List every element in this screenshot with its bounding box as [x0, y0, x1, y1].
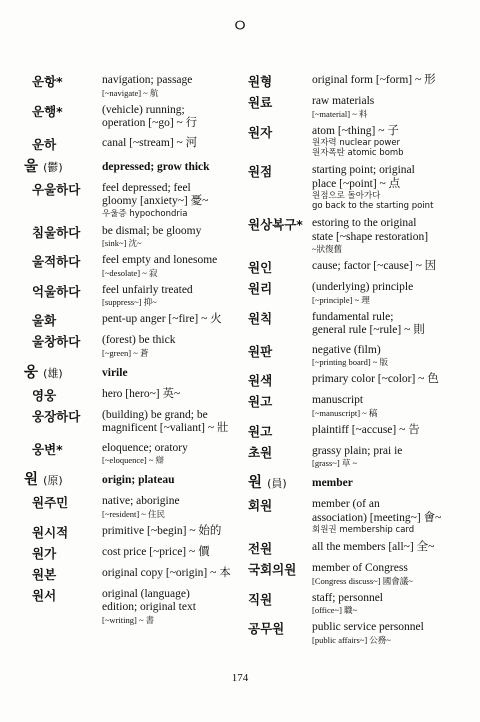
- definition: [102, 313, 234, 327]
- example-line: go back to the starting point: [312, 201, 434, 211]
- definition-line: native; aborigine: [102, 495, 180, 507]
- definition-line: eloquence; oratory: [102, 441, 188, 454]
- definition: [102, 225, 234, 249]
- example-line: 원자폭탄 atomic bomb: [312, 148, 404, 158]
- headword-text: 원형: [248, 74, 273, 89]
- definition-line: [sink~] 沈~: [102, 238, 142, 248]
- definition: [102, 442, 234, 466]
- headword-text: 전원: [248, 541, 273, 556]
- example-line: 원점으로 돌아가다: [312, 191, 381, 201]
- dictionary-entry: [248, 541, 460, 556]
- headword-text: 원: [24, 472, 39, 488]
- definition-line: [public affairs~] 公務~: [312, 634, 391, 645]
- headword: [248, 217, 312, 232]
- definition: [312, 260, 460, 274]
- definition-line: grassy plain; prai ie: [312, 444, 403, 457]
- definition-line: feel unfairly treated: [102, 283, 193, 296]
- root-entry: [24, 160, 234, 175]
- dictionary-entry: [24, 588, 234, 625]
- root-entry: [248, 476, 460, 491]
- definition-line: negative (film): [312, 343, 381, 356]
- dictionary-entry: [248, 498, 460, 535]
- definition-line: raw materials: [312, 95, 375, 107]
- headword: [248, 445, 312, 460]
- definition: [312, 311, 460, 338]
- headword-text: 회원: [248, 498, 273, 513]
- definition: [312, 445, 460, 469]
- definition: [102, 334, 234, 358]
- dictionary-entry: [24, 74, 234, 98]
- definition-line: [~eloquence] ~ 辯: [102, 455, 165, 465]
- definition-line: starting point; original: [312, 164, 415, 176]
- definition-line: operation [~go] ~ 行: [102, 117, 198, 129]
- dictionary-entry: [24, 254, 234, 278]
- definition: [312, 344, 460, 368]
- definition-line: be dismal; be gloomy: [102, 224, 202, 237]
- dictionary-entry: [248, 621, 460, 645]
- headword-text: 우울하다: [32, 181, 81, 197]
- definition: [312, 541, 460, 555]
- definition-line: feel depressed; feel: [102, 181, 191, 194]
- definition-line: original form [~form] ~ 形: [312, 74, 436, 86]
- definition-line: navigation; passage: [102, 74, 193, 86]
- headword: [248, 125, 312, 140]
- headword: [24, 313, 102, 328]
- definition-line: [~printing board] ~ 版: [312, 357, 389, 367]
- headword-text: 영웅: [32, 387, 57, 403]
- headword: [24, 104, 102, 119]
- headword-text: 원본: [32, 566, 57, 582]
- definition: [102, 366, 128, 381]
- definition: [102, 567, 234, 581]
- definition-line: magnificent [~valiant] ~ 壯: [102, 422, 229, 434]
- headword-text: 직원: [248, 591, 273, 607]
- left-column: [24, 74, 234, 631]
- definition-line: origin; plateau: [102, 474, 175, 486]
- definition: [102, 160, 210, 175]
- definition-line: canal [~stream] ~ 河: [102, 136, 198, 149]
- headword: [248, 260, 312, 275]
- definition: [312, 424, 460, 438]
- headword: [24, 74, 102, 89]
- dictionary-entry: [248, 74, 460, 89]
- headword-text: 원고: [248, 423, 273, 439]
- headword-text: 운항*: [32, 74, 63, 89]
- definition-line: general rule [~rule] ~ 則: [312, 324, 425, 336]
- headword: [24, 567, 102, 582]
- headword: [248, 344, 312, 359]
- headword-text: 원색: [248, 373, 273, 388]
- headword: [248, 541, 312, 556]
- definition-line: manuscript: [312, 394, 364, 406]
- definition: [312, 394, 460, 418]
- headword-text: 원인: [248, 260, 273, 275]
- definition: [102, 104, 234, 131]
- dictionary-entry: [248, 373, 460, 388]
- dictionary-entry: [248, 260, 460, 275]
- definition: [102, 546, 234, 560]
- headword: [24, 225, 102, 240]
- definition: [312, 281, 460, 305]
- definition: [312, 125, 460, 159]
- definition-line: edition; original text: [102, 601, 196, 613]
- page-number: 174: [231, 672, 249, 684]
- definition: [102, 182, 234, 219]
- headword-text: 원서: [32, 587, 57, 603]
- definition-line: state [~shape restoration]: [312, 230, 429, 243]
- headword: [248, 498, 312, 513]
- definition-line: feel empty and lonesome: [102, 254, 218, 266]
- headword-text: 원자: [248, 124, 273, 140]
- definition-line: [~principle] ~ 理: [312, 294, 370, 305]
- headword: [24, 366, 102, 381]
- definition: [102, 473, 175, 488]
- definition: [312, 164, 460, 211]
- headword-text: 웅: [24, 364, 39, 381]
- definition-line: atom [~thing] ~ 子: [312, 124, 399, 137]
- headword: [248, 373, 312, 388]
- dictionary-entry: [24, 388, 234, 403]
- headword: [24, 442, 102, 457]
- definition: [312, 74, 460, 88]
- definition: [102, 137, 234, 151]
- headword-text: 원가: [32, 545, 57, 561]
- headword-text: 웅장하다: [32, 408, 81, 424]
- definition: [312, 476, 353, 491]
- right-column: [248, 74, 460, 651]
- definition: [102, 588, 234, 625]
- dictionary-entry: [24, 567, 234, 582]
- headword: [24, 473, 102, 488]
- definition-line: fundamental rule;: [312, 310, 394, 323]
- headword: [248, 424, 312, 439]
- headword: [24, 137, 102, 152]
- headword-text: 원시적: [32, 524, 69, 540]
- headword-text: 울화: [32, 313, 57, 328]
- headword-text: 국회의원: [248, 562, 297, 577]
- dictionary-entry: [248, 125, 460, 159]
- definition-line: [grass~] 草 ~: [312, 458, 358, 468]
- headword-text: 원고: [248, 394, 273, 409]
- dictionary-entry: [248, 424, 460, 439]
- headword: [248, 281, 312, 296]
- headword: [24, 588, 102, 603]
- dictionary-entry: [24, 495, 234, 519]
- dictionary-entry: [248, 281, 460, 305]
- definition-line: gloomy [anxiety~] 憂~: [102, 195, 209, 207]
- dictionary-entry: [24, 225, 234, 249]
- definition: [102, 495, 234, 519]
- dictionary-entry: [248, 95, 460, 119]
- definition: [102, 74, 234, 98]
- definition: [102, 525, 234, 539]
- definition-line: cost price [~price] ~ 價: [102, 545, 210, 558]
- dictionary-entry: [24, 442, 234, 466]
- hanja-root: (員): [267, 477, 287, 490]
- headword: [24, 254, 102, 269]
- definition-line: association) [meeting~] 會~: [312, 511, 442, 524]
- headword-text: 울적하다: [32, 254, 81, 269]
- definition: [312, 592, 460, 616]
- headword: [248, 74, 312, 89]
- headword: [24, 495, 102, 510]
- headword-text: 운하: [32, 136, 57, 152]
- definition-line: [~resident] ~ 住民: [102, 508, 166, 519]
- definition-line: (building) be grand; be: [102, 408, 208, 421]
- dictionary-entry: [24, 104, 234, 131]
- hanja-root: (雄): [43, 366, 63, 380]
- headword-text: 원판: [248, 343, 273, 359]
- dictionary-entry: [24, 284, 234, 308]
- definition-line: original copy [~origin] ~ 本: [102, 566, 231, 579]
- dictionary-entry: [248, 394, 460, 418]
- definition: [102, 254, 234, 278]
- headword: [248, 592, 312, 607]
- definition-line: [~writing] ~ 書: [102, 614, 155, 625]
- headword-text: 원상복구*: [248, 217, 303, 232]
- headword-text: 침울하다: [32, 224, 81, 240]
- dictionary-entry: [248, 164, 460, 211]
- headword-text: 원료: [248, 95, 273, 110]
- definition-line: cause; factor [~cause] ~ 因: [312, 260, 437, 272]
- definition-line: original (language): [102, 587, 190, 600]
- definition: [312, 95, 460, 119]
- dictionary-entry: [248, 344, 460, 368]
- headword-text: 운행*: [32, 103, 63, 119]
- definition: [312, 498, 460, 535]
- definition-line: [Congress discuss~] 國會議~: [312, 575, 413, 586]
- definition-line: [~navigate] ~ 航: [102, 87, 159, 98]
- definition-line: [~material] ~ 料: [312, 108, 368, 119]
- definition-line: virile: [102, 366, 128, 379]
- dictionary-entry: [248, 311, 460, 338]
- headword-text: 웅변*: [32, 441, 63, 457]
- hanja-root: (鬱): [43, 160, 63, 174]
- headword: [24, 334, 102, 349]
- definition: [312, 621, 460, 645]
- definition-line: primary color [~color] ~ 色: [312, 373, 439, 385]
- headword: [24, 409, 102, 424]
- definition-line: public service personnel: [312, 621, 424, 633]
- definition-line: (forest) be thick: [102, 334, 176, 346]
- page-section-letter: ㅇ: [231, 16, 249, 37]
- dictionary-entry: [24, 334, 234, 358]
- headword: [248, 621, 312, 636]
- dictionary-entry: [24, 182, 234, 219]
- headword: [248, 394, 312, 409]
- definition: [312, 217, 460, 254]
- headword: [24, 182, 102, 197]
- definition: [102, 409, 234, 436]
- definition-line: member (of an: [312, 498, 380, 510]
- definition-line: ~狀復舊: [312, 244, 343, 254]
- definition-line: member of Congress: [312, 562, 408, 574]
- dictionary-entry: [24, 525, 234, 540]
- dictionary-entry: [248, 592, 460, 616]
- headword: [248, 95, 312, 110]
- headword: [24, 284, 102, 299]
- headword-text: 원리: [248, 281, 273, 296]
- headword-text: 울창하다: [32, 334, 81, 349]
- headword-text: 억울하다: [32, 283, 81, 299]
- headword-text: 원칙: [248, 310, 273, 326]
- definition-line: primitive [~begin] ~ 始的: [102, 524, 222, 537]
- definition-line: [suppress~] 抑~: [102, 297, 157, 307]
- headword: [248, 476, 312, 491]
- hanja-root: (原): [43, 474, 63, 487]
- definition-line: member: [312, 477, 353, 489]
- headword: [24, 525, 102, 540]
- definition-line: (underlying) principle: [312, 281, 414, 293]
- headword: [248, 311, 312, 326]
- root-entry: [24, 473, 234, 488]
- dictionary-entry: [248, 217, 460, 254]
- definition-line: hero [hero~] 英~: [102, 387, 181, 400]
- definition-line: [office~] 職~: [312, 605, 358, 615]
- dictionary-entry: [24, 546, 234, 561]
- definition-line: estoring to the original: [312, 217, 417, 229]
- headword: [24, 546, 102, 561]
- headword: [248, 164, 312, 179]
- headword-text: 울: [24, 158, 39, 175]
- definition-line: [~green] ~ 蒼: [102, 347, 149, 358]
- example-line: 원자력 nuclear power: [312, 138, 401, 148]
- definition-line: place [~point] ~ 点: [312, 177, 401, 190]
- definition-line: [~manuscript] ~ 稿: [312, 407, 378, 418]
- headword-text: 초원: [248, 444, 273, 460]
- definition-line: depressed; grow thick: [102, 160, 210, 173]
- definition-line: staff; personnel: [312, 591, 384, 604]
- headword-text: 원주민: [32, 495, 69, 510]
- definition: [102, 388, 234, 402]
- definition-line: [~desolate] ~ 寂: [102, 267, 158, 278]
- headword: [24, 388, 102, 403]
- headword-text: 원: [248, 475, 263, 491]
- definition-line: plaintiff [~accuse] ~ 告: [312, 423, 420, 436]
- dictionary-entry: [24, 313, 234, 328]
- example-line: 우울증 hypochondria: [102, 208, 188, 219]
- example-line: 회원권 membership card: [312, 525, 415, 535]
- definition: [312, 373, 460, 387]
- dictionary-entry: [248, 562, 460, 586]
- headword-text: 공무원: [248, 621, 285, 636]
- definition-line: all the members [all~] 全~: [312, 541, 435, 553]
- dictionary-entry: [24, 137, 234, 152]
- dictionary-entry: [24, 409, 234, 436]
- dictionary-entry: [248, 445, 460, 469]
- definition: [102, 284, 234, 308]
- headword: [24, 160, 102, 175]
- headword-text: 원점: [248, 164, 273, 179]
- definition-line: (vehicle) running;: [102, 103, 185, 116]
- root-entry: [24, 366, 234, 381]
- headword: [248, 562, 312, 577]
- definition: [312, 562, 460, 586]
- definition-line: pent-up anger [~fire] ~ 火: [102, 313, 222, 325]
